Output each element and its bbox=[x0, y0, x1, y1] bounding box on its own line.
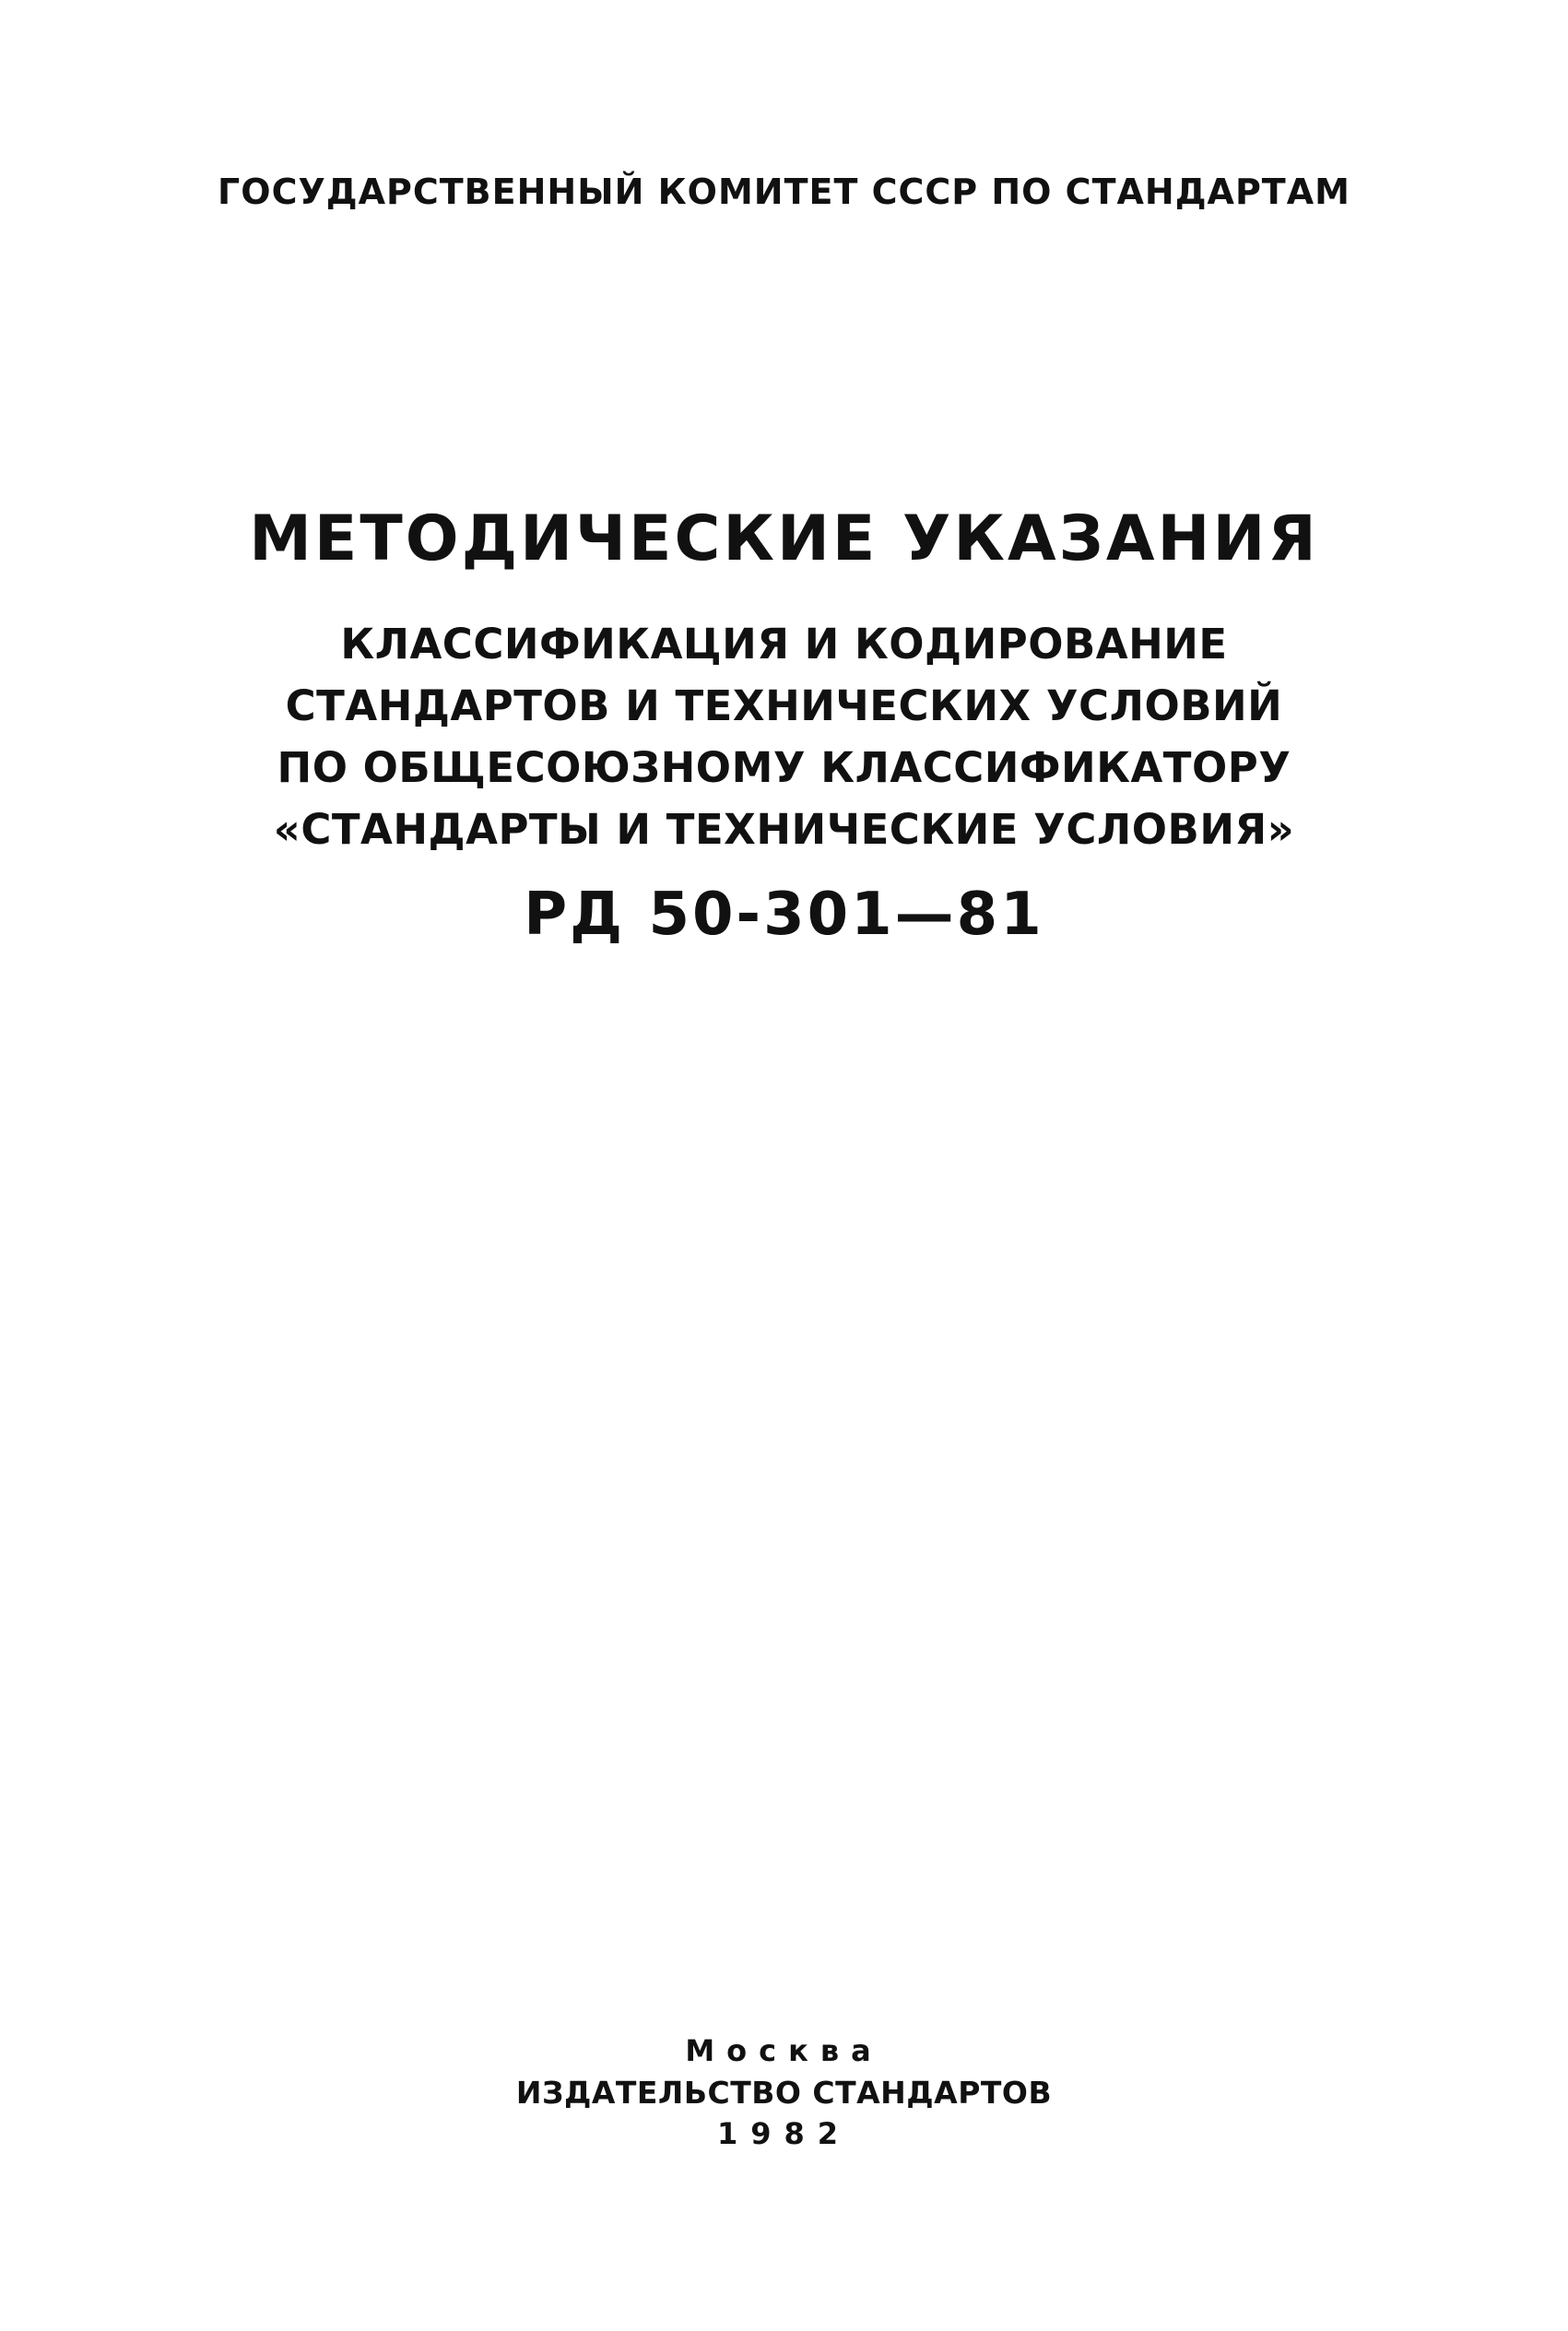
subtitle-line: СТАНДАРТОВ И ТЕХНИЧЕСКИХ УСЛОВИЙ bbox=[285, 681, 1283, 730]
imprint-publisher: ИЗДАТЕЛЬСТВО СТАНДАРТОВ bbox=[515, 2075, 1053, 2111]
document-code: РД 50-301—81 bbox=[524, 881, 1044, 949]
subtitle-line: КЛАССИФИКАЦИЯ И КОДИРОВАНИЕ bbox=[340, 620, 1228, 669]
imprint-city: Москва bbox=[685, 2033, 883, 2068]
document-subtitle bbox=[0, 613, 1568, 860]
imprint-year: 1982 bbox=[716, 2116, 852, 2151]
subtitle-line: «СТАНДАРТЫ И ТЕХНИЧЕСКИЕ УСЛОВИЯ» bbox=[273, 805, 1295, 854]
document-type-title: МЕТОДИЧЕСКИЕ УКАЗАНИЯ bbox=[249, 503, 1319, 575]
issuing-organization: ГОСУДАРСТВЕННЫЙ КОМИТЕТ СССР ПО СТАНДАРТАМ bbox=[218, 172, 1350, 212]
subtitle-line: ПО ОБЩЕСОЮЗНОМУ КЛАССИФИКАТОРУ bbox=[277, 743, 1291, 792]
